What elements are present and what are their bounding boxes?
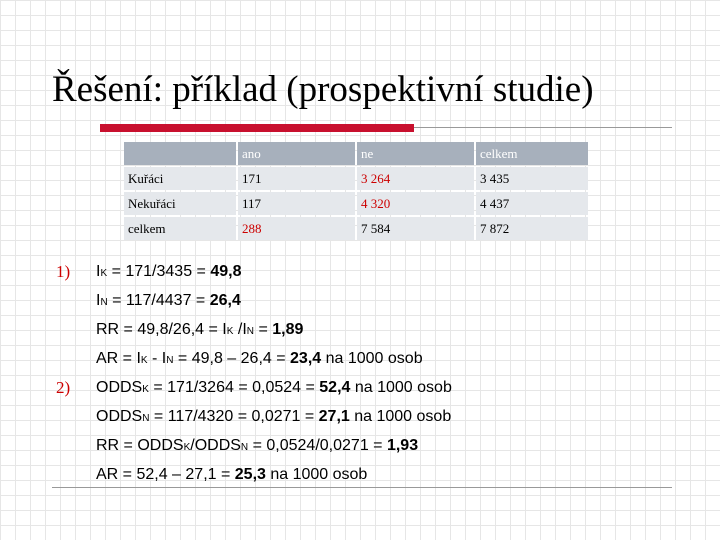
table-cell: 7 584 [357, 217, 474, 240]
table-header-cell [124, 142, 236, 165]
table-cell: 288 [238, 217, 355, 240]
table-header-cell: celkem [476, 142, 588, 165]
table-cell: 117 [238, 192, 355, 215]
list-number: 2) [56, 378, 71, 397]
list-number: 1) [56, 262, 71, 281]
equation: RR = ODDSK/ODDSN = 0,0524/0,0271 = 1,93 [96, 437, 419, 454]
table-cell: 3 264 [357, 167, 474, 190]
table-row [124, 167, 588, 190]
equation: AR = IK - IN = 49,8 – 26,4 = 23,4 na 1000 osob [96, 350, 423, 367]
table-header-cell: ne [357, 142, 474, 165]
table-row [124, 217, 588, 240]
table-cell: Nekuřáci [124, 192, 236, 215]
title-underline-accent [100, 124, 414, 132]
bottom-rule [52, 487, 672, 488]
table-cell: Kuřáci [124, 167, 236, 190]
page-title: Řešení: příklad (prospektivní studie) [52, 69, 594, 110]
equation: AR = 52,4 – 27,1 = 25,3 na 1000 osob [96, 466, 368, 483]
equation: IN = 117/4437 = 26,4 [96, 292, 241, 309]
equation: IK = 171/3435 = 49,8 [96, 263, 242, 280]
table-cell: 4 437 [476, 192, 588, 215]
title-underline-rule [414, 127, 672, 128]
table-header-cell: ano [238, 142, 355, 165]
table-row [124, 192, 588, 215]
table-cell: 171 [238, 167, 355, 190]
equation: ODDSN = 117/4320 = 0,0271 = 27,1 na 1000 osob [96, 408, 452, 425]
table-header-row [124, 142, 588, 165]
equation: RR = 49,8/26,4 = IK /IN = 1,89 [96, 321, 304, 338]
table-cell: 3 435 [476, 167, 588, 190]
table-cell: celkem [124, 217, 236, 240]
table-cell: 4 320 [357, 192, 474, 215]
table-cell: 7 872 [476, 217, 588, 240]
data-table [122, 140, 590, 242]
equation: ODDSK = 171/3264 = 0,0524 = 52,4 na 1000 osob [96, 379, 452, 396]
